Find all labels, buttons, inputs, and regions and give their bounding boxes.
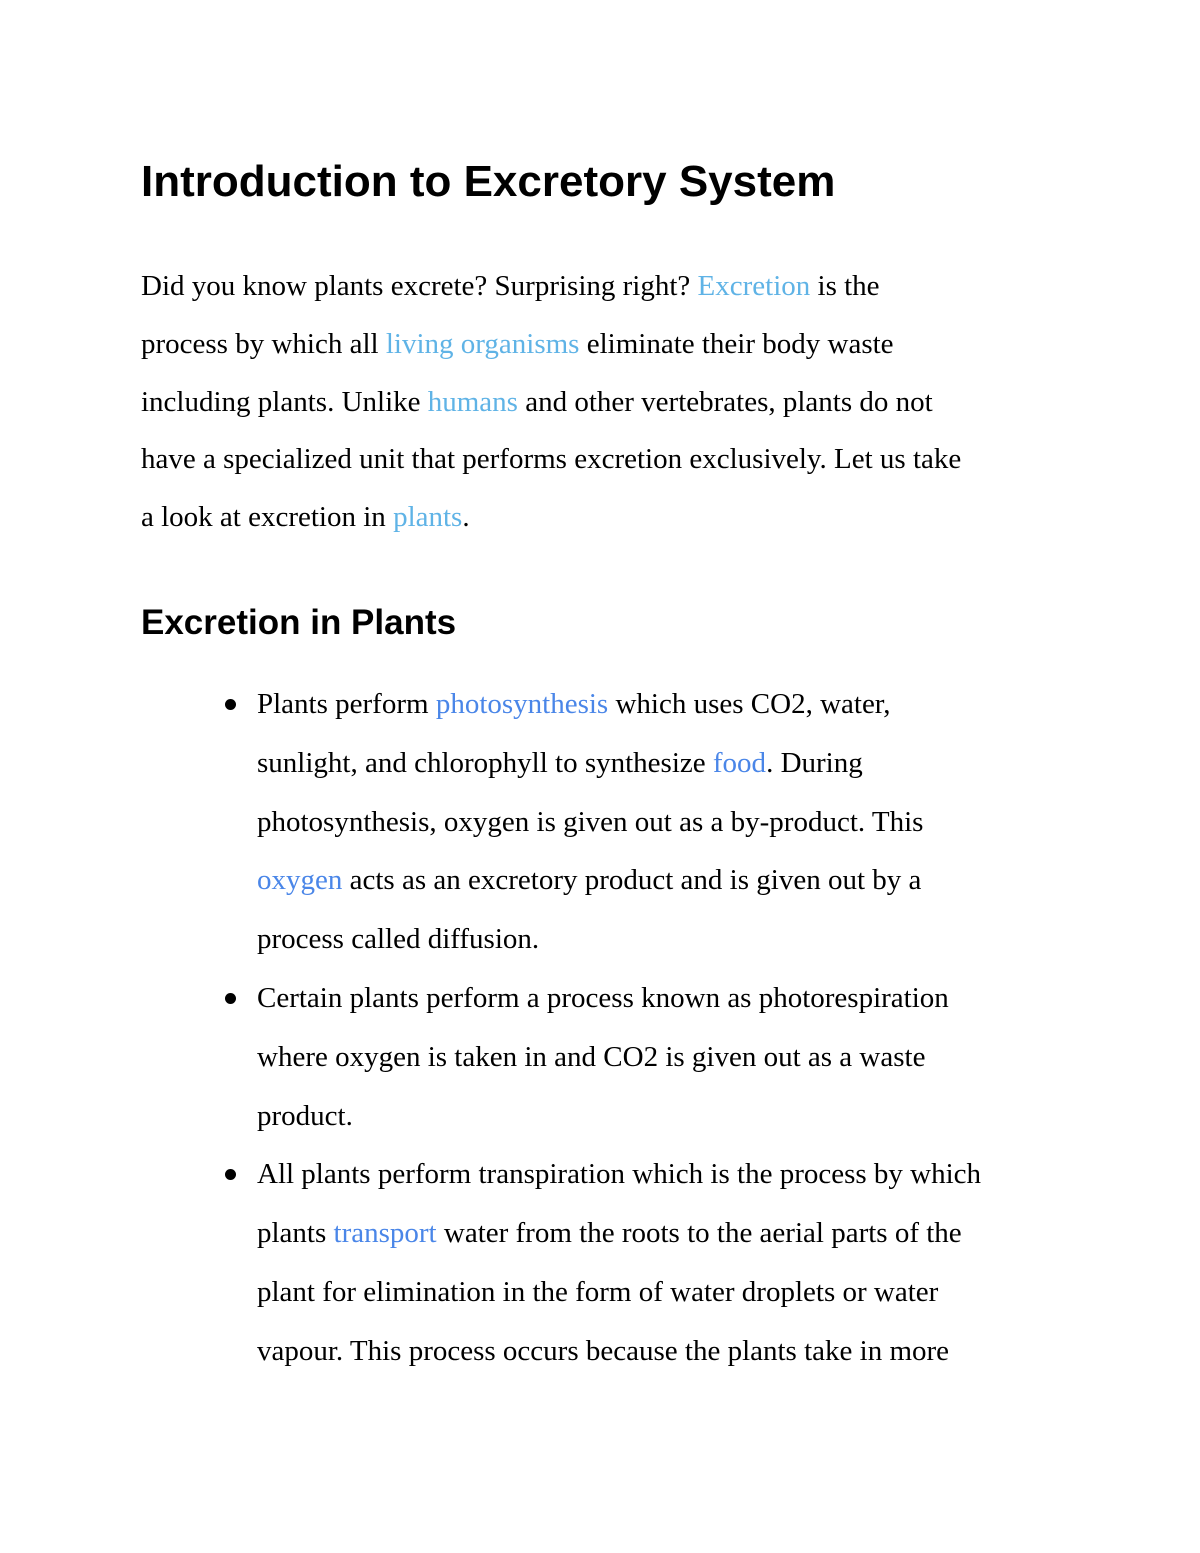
text-line (141, 489, 1071, 547)
text-line (257, 969, 1071, 1028)
text-segment: vapour. This process occurs because the plants take in more (257, 1334, 950, 1367)
text-segment: All plants perform transpiration which is the process by which (257, 1158, 982, 1191)
inline-link[interactable]: photosynthesis (435, 688, 609, 720)
text-segment: . (462, 501, 470, 534)
text-line (257, 1087, 1071, 1146)
text-line (141, 316, 1071, 374)
text-line (257, 1263, 1071, 1322)
inline-link[interactable]: plants (393, 501, 463, 534)
text-line (257, 1028, 1071, 1087)
text-line (257, 851, 1071, 910)
inline-link[interactable]: transport (333, 1217, 437, 1250)
text-segment: Plants perform (257, 688, 436, 720)
bullet-list (141, 675, 1071, 1381)
text-segment: and other vertebrates, plants do not (517, 385, 933, 418)
text-segment: eliminate their body waste (579, 327, 894, 360)
text-segment: Certain plants perform a process known as photorespiration (257, 981, 949, 1014)
page-title: Introduction to Excretory System (141, 157, 836, 206)
text-line (257, 734, 1071, 793)
text-line (257, 1204, 1071, 1263)
text-segment: a look at excretion in (141, 501, 394, 534)
text-line (257, 793, 1071, 852)
text-segment: plant for elimination in the form of water droplets or water (257, 1275, 939, 1308)
text-segment: plants (257, 1217, 334, 1250)
text-segment: water from the roots to the aerial parts of the (436, 1217, 962, 1250)
text-segment: where oxygen is taken in and CO2 is given out as a waste (257, 1040, 926, 1073)
inline-link[interactable]: oxygen (257, 864, 343, 897)
text-segment: which uses CO2, water, (608, 688, 891, 720)
bullet-dot-icon (225, 699, 236, 710)
text-line (257, 910, 1071, 969)
inline-link[interactable]: food (712, 746, 767, 779)
text-line (257, 1322, 1071, 1381)
text-line (257, 1145, 1071, 1204)
text-line (141, 374, 1071, 432)
inline-link[interactable]: Excretion (697, 270, 811, 302)
text-segment: including plants. Unlike (141, 385, 428, 418)
text-line (141, 258, 1071, 316)
text-segment: product. (257, 1099, 353, 1132)
text-segment: have a specialized unit that performs excretion exclusively. Let us take (141, 443, 962, 476)
section-heading: Excretion in Plants (141, 603, 457, 642)
bullet-dot-icon (225, 1169, 236, 1180)
bullet-dot-icon (225, 993, 236, 1004)
inline-link[interactable]: living organisms (385, 327, 580, 360)
list-item (141, 969, 1071, 1145)
text-segment: process called diffusion. (257, 923, 540, 956)
text-segment: photosynthesis, oxygen is given out as a by-product. This (257, 805, 924, 838)
text-line (141, 431, 1071, 489)
text-segment: Did you know plants excrete? Surprising right? (141, 270, 698, 302)
intro-paragraph (141, 258, 1071, 547)
text-segment: acts as an excretory product and is given out by a (342, 864, 922, 897)
inline-link[interactable]: humans (427, 385, 518, 418)
text-line (257, 675, 1071, 734)
list-item (141, 675, 1071, 969)
text-segment: process by which all (141, 327, 386, 360)
list-item (141, 1145, 1071, 1380)
text-segment: sunlight, and chlorophyll to synthesize (257, 746, 713, 779)
text-segment: . During (766, 746, 863, 779)
text-segment: is the (810, 270, 880, 302)
